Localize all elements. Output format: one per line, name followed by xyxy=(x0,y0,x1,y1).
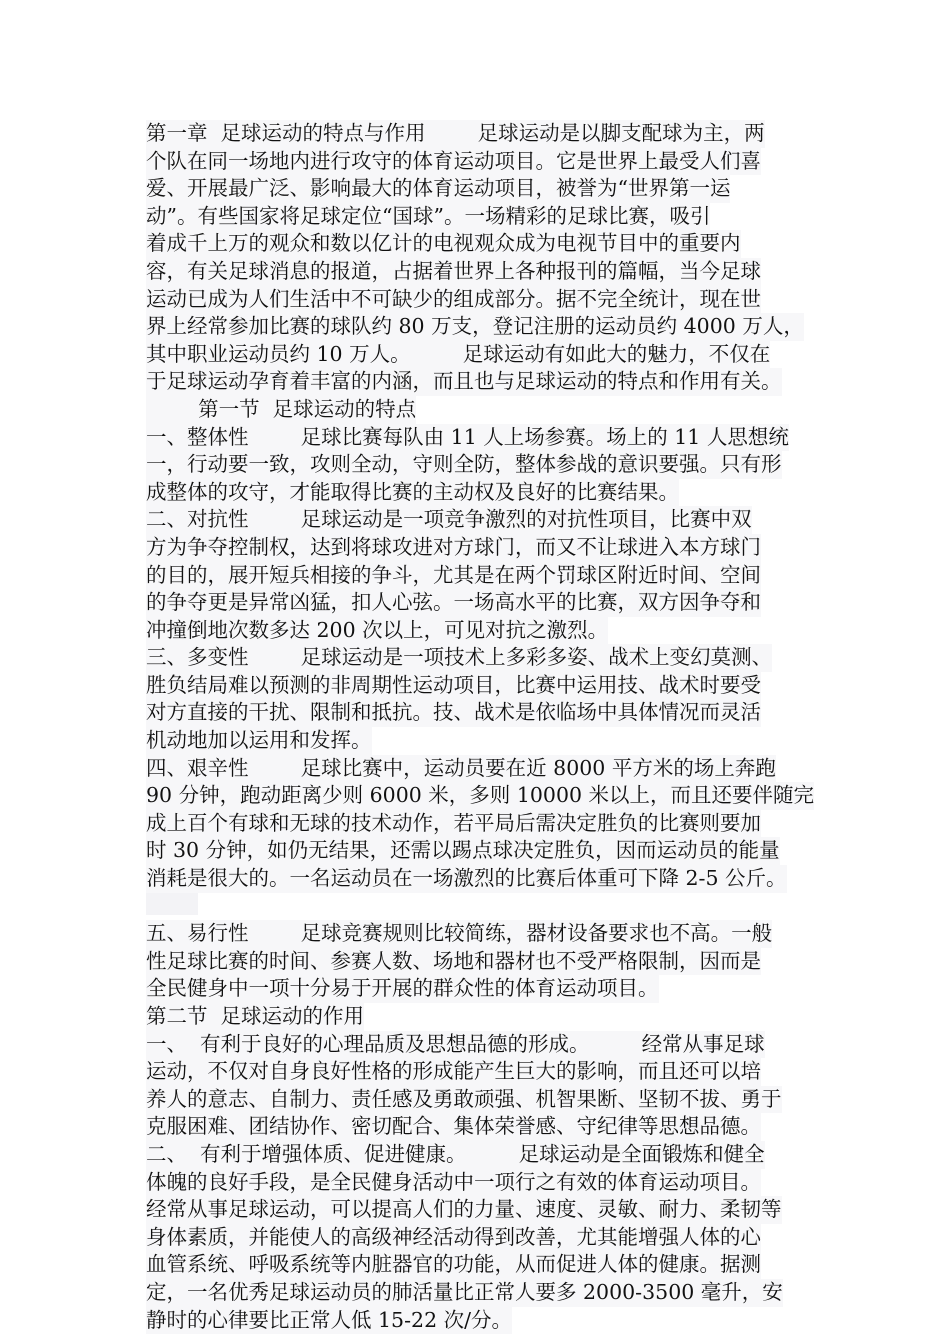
text-line: 二、对抗性 足球运动是一项竞争激烈的对抗性项目，比赛中双 xyxy=(146,506,752,534)
text-line: 个队在同一场地内进行攻守的体育运动项目。它是世界上最受人们喜 xyxy=(146,148,761,176)
text-line: 于足球运动孕育着丰富的内涵，而且也与足球运动的特点和作用有关。 xyxy=(146,368,782,396)
text-line: 机动地加以运用和发挥。 xyxy=(146,727,372,755)
text-line: 动”。有些国家将足球定位“国球”。一场精彩的足球比赛，吸引 xyxy=(146,203,710,231)
text-line: 二、 有利于增强体质、促进健康。 足球运动是全面锻炼和健全 xyxy=(146,1141,765,1169)
text-line: 界上经常参加比赛的球队约 80 万支，登记注册的运动员约 4000 万人， xyxy=(146,313,804,341)
document-body xyxy=(146,120,836,1334)
text-line: 消耗是很大的。一名运动员在一场激烈的比赛后体重可下降 2-5 公斤。 xyxy=(146,865,787,893)
text-line: 其中职业运动员约 10 万人。 足球运动有如此大的魅力，不仅在 xyxy=(146,341,770,369)
text-line: 成整体的攻守，才能取得比赛的主动权及良好的比赛结果。 xyxy=(146,479,679,507)
text-line: 一，行动要一致，攻则全动，守则全防，整体参战的意识要强。只有形 xyxy=(146,451,782,479)
section-heading: 第一节 足球运动的特点 xyxy=(146,396,416,424)
text-line: 克服困难、团结协作、密切配合、集体荣誉感、守纪律等思想品德。 xyxy=(146,1113,761,1141)
blank-line xyxy=(146,893,836,921)
section-heading: 第二节 足球运动的作用 xyxy=(146,1003,364,1031)
text-line: 的争夺更是异常凶猛，扣人心弦。一场高水平的比赛，双方因争夺和 xyxy=(146,589,761,617)
text-line: 的目的，展开短兵相接的争斗，尤其是在两个罚球区附近时间、空间 xyxy=(146,562,761,590)
text-line: 三、多变性 足球运动是一项技术上多彩多姿、战术上变幻莫测、 xyxy=(146,644,772,672)
text-line: 胜负结局难以预测的非周期性运动项目，比赛中运用技、战术时要受 xyxy=(146,672,761,700)
text-line: 第一章 足球运动的特点与作用 足球运动是以脚支配球为主，两 xyxy=(146,120,765,148)
text-line: 一、 有利于良好的心理品质及思想品德的形成。 经常从事足球 xyxy=(146,1031,765,1059)
blank-line-marker xyxy=(146,893,198,915)
text-line: 爱、开展最广泛、影响最大的体育运动项目，被誉为“世界第一运 xyxy=(146,175,730,203)
text-line: 对方直接的干扰、限制和抵抗。技、战术是依临场中具体情况而灵活 xyxy=(146,699,761,727)
text-line: 静时的心律要比正常人低 15-22 次/分。 xyxy=(146,1307,512,1335)
text-line: 时 30 分钟，如仍无结果，还需以踢点球决定胜负，因而运动员的能量 xyxy=(146,837,780,865)
text-line: 体魄的良好手段，是全民健身活动中一项行之有效的体育运动项目。 xyxy=(146,1169,761,1197)
text-line: 全民健身中一项十分易于开展的群众性的体育运动项目。 xyxy=(146,975,659,1003)
text-line: 运动已成为人们生活中不可缺少的组成部分。据不完全统计，现在世 xyxy=(146,286,761,314)
text-line: 经常从事足球运动，可以提高人们的力量、速度、灵敏、耐力、柔韧等 xyxy=(146,1196,782,1224)
text-line: 成上百个有球和无球的技术动作，若平局后需决定胜负的比赛则要加 xyxy=(146,810,761,838)
text-line: 冲撞倒地次数多达 200 次以上，可见对抗之激烈。 xyxy=(146,617,608,645)
text-line: 一、整体性 足球比赛每队由 11 人上场参赛。场上的 11 人思想统 xyxy=(146,424,789,452)
text-line: 身体素质，并能使人的高级神经活动得到改善，尤其能增强人体的心 xyxy=(146,1224,761,1252)
text-line: 性足球比赛的时间、参赛人数、场地和器材也不受严格限制，因而是 xyxy=(146,948,761,976)
text-line: 血管系统、呼吸系统等内脏器官的功能，从而促进人体的健康。据测 xyxy=(146,1251,761,1279)
text-line: 养人的意志、自制力、责任感及勇敢顽强、机智果断、坚韧不拔、勇于 xyxy=(146,1086,782,1114)
text-line: 90 分钟，跑动距离少则 6000 米，多则 10000 米以上，而且还要伴随完 xyxy=(146,782,814,810)
text-line: 五、易行性 足球竞赛规则比较简练，器材设备要求也不高。一般 xyxy=(146,920,772,948)
text-line: 运动，不仅对自身良好性格的形成能产生巨大的影响，而且还可以培 xyxy=(146,1058,761,1086)
text-line: 四、艰辛性 足球比赛中，运动员要在近 8000 平方米的场上奔跑 xyxy=(146,755,776,783)
text-line: 定，一名优秀足球运动员的肺活量比正常人要多 2000-3500 毫升，安 xyxy=(146,1279,783,1307)
text-line: 方为争夺控制权，达到将球攻进对方球门，而又不让球进入本方球门 xyxy=(146,534,761,562)
text-line: 着成千上万的观众和数以亿计的电视观众成为电视节目中的重要内 xyxy=(146,230,741,258)
text-line: 容，有关足球消息的报道，占据着世界上各种报刊的篇幅，当今足球 xyxy=(146,258,761,286)
